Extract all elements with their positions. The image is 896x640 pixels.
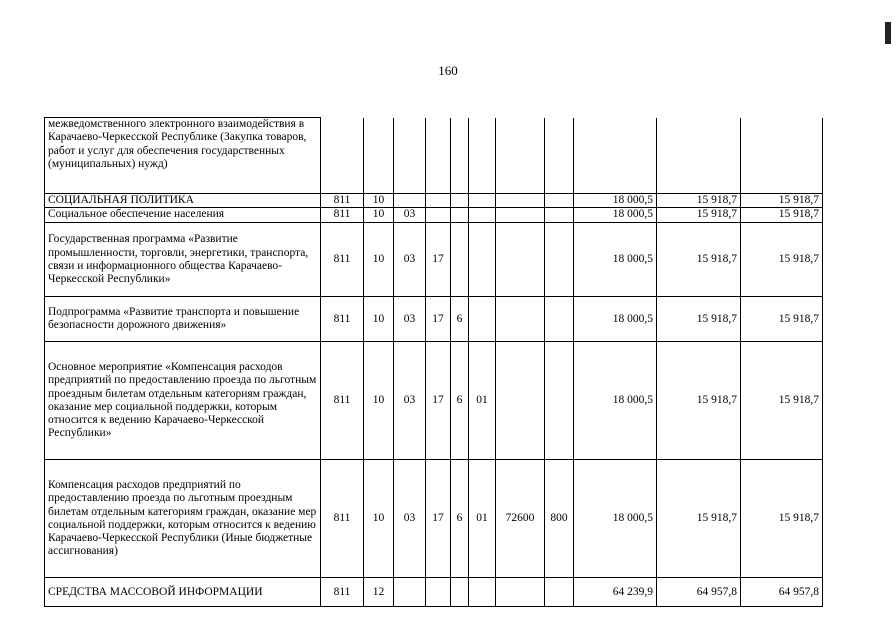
cell-subprogram <box>451 578 469 607</box>
cell-amount-3: 15 918,7 <box>741 460 823 578</box>
cell-pr <box>394 194 426 208</box>
budget-table <box>44 117 823 607</box>
cell-pr: 03 <box>394 342 426 460</box>
cell-amount-1: 18 000,5 <box>574 342 657 460</box>
cell-direction <box>496 194 545 208</box>
cell-amount-3: 15 918,7 <box>741 208 823 223</box>
cell-event <box>469 208 496 223</box>
cell-rz: 10 <box>364 460 394 578</box>
cell-pr: 03 <box>394 208 426 223</box>
cell-program: 17 <box>426 460 451 578</box>
cell-amount-1 <box>574 118 657 194</box>
cell-vr <box>545 578 574 607</box>
scan-edge-mark <box>885 22 891 44</box>
cell-event: 01 <box>469 460 496 578</box>
cell-direction: 72600 <box>496 460 545 578</box>
row-name: межведомственного электронного взаимодействия в Карачаево-Черкесской Республике (Закупка товаров, работ и услуг для обеспечения государственных (муниципальных) нужд) <box>45 118 321 194</box>
cell-rz: 10 <box>364 223 394 297</box>
page-number: 160 <box>438 63 458 78</box>
table-row <box>45 194 823 208</box>
cell-direction <box>496 297 545 342</box>
cell-direction <box>496 118 545 194</box>
cell-amount-2: 15 918,7 <box>657 342 741 460</box>
cell-amount-1: 18 000,5 <box>574 194 657 208</box>
cell-amount-2: 15 918,7 <box>657 297 741 342</box>
cell-vr <box>545 118 574 194</box>
cell-ved: 811 <box>321 223 364 297</box>
row-name: Подпрограмма «Развитие транспорта и повышение безопасности дорожного движения» <box>45 297 321 342</box>
cell-amount-2: 15 918,7 <box>657 194 741 208</box>
cell-program: 17 <box>426 342 451 460</box>
cell-rz: 12 <box>364 578 394 607</box>
cell-direction <box>496 223 545 297</box>
row-name: СОЦИАЛЬНАЯ ПОЛИТИКА <box>45 194 321 208</box>
cell-subprogram <box>451 223 469 297</box>
cell-direction <box>496 342 545 460</box>
cell-program: 17 <box>426 297 451 342</box>
cell-program: 17 <box>426 223 451 297</box>
cell-amount-1: 18 000,5 <box>574 223 657 297</box>
table-row <box>45 208 823 223</box>
cell-vr <box>545 194 574 208</box>
cell-amount-2 <box>657 118 741 194</box>
cell-ved <box>321 118 364 194</box>
cell-event <box>469 223 496 297</box>
cell-ved: 811 <box>321 578 364 607</box>
cell-vr <box>545 297 574 342</box>
cell-rz: 10 <box>364 194 394 208</box>
cell-direction <box>496 208 545 223</box>
cell-ved: 811 <box>321 208 364 223</box>
cell-amount-1: 18 000,5 <box>574 460 657 578</box>
cell-event <box>469 194 496 208</box>
cell-amount-3: 15 918,7 <box>741 194 823 208</box>
cell-subprogram: 6 <box>451 297 469 342</box>
cell-amount-2: 15 918,7 <box>657 223 741 297</box>
cell-amount-3: 15 918,7 <box>741 297 823 342</box>
cell-rz: 10 <box>364 342 394 460</box>
cell-subprogram <box>451 194 469 208</box>
cell-program <box>426 578 451 607</box>
cell-program <box>426 208 451 223</box>
cell-amount-3 <box>741 118 823 194</box>
row-name: Государственная программа «Развитие промышленности, торговли, энергетики, транспорта, связи и информационного общества Карачаево-Черкесской Республики» <box>45 223 321 297</box>
table-row <box>45 460 823 578</box>
cell-amount-3: 15 918,7 <box>741 223 823 297</box>
cell-vr <box>545 223 574 297</box>
cell-ved: 811 <box>321 297 364 342</box>
cell-amount-3: 64 957,8 <box>741 578 823 607</box>
table-row <box>45 342 823 460</box>
table-row <box>45 223 823 297</box>
cell-pr: 03 <box>394 460 426 578</box>
row-name: СРЕДСТВА МАССОВОЙ ИНФОРМАЦИИ <box>45 578 321 607</box>
cell-subprogram <box>451 208 469 223</box>
cell-program <box>426 194 451 208</box>
cell-direction <box>496 578 545 607</box>
cell-pr <box>394 578 426 607</box>
cell-rz: 10 <box>364 208 394 223</box>
cell-vr <box>545 208 574 223</box>
cell-rz <box>364 118 394 194</box>
row-name: Социальное обеспечение населения <box>45 208 321 223</box>
cell-event <box>469 578 496 607</box>
cell-amount-2: 15 918,7 <box>657 460 741 578</box>
table-row <box>45 118 823 194</box>
cell-ved: 811 <box>321 342 364 460</box>
cell-ved: 811 <box>321 194 364 208</box>
table-row <box>45 578 823 607</box>
cell-event: 01 <box>469 342 496 460</box>
cell-event <box>469 118 496 194</box>
cell-event <box>469 297 496 342</box>
cell-subprogram: 6 <box>451 460 469 578</box>
cell-amount-2: 15 918,7 <box>657 208 741 223</box>
cell-pr: 03 <box>394 297 426 342</box>
cell-program <box>426 118 451 194</box>
cell-vr: 800 <box>545 460 574 578</box>
cell-amount-3: 15 918,7 <box>741 342 823 460</box>
row-name: Компенсация расходов предприятий по предоставлению проезда по льготным проездным билетам отдельным категориям граждан, оказание мер социальной поддержки, которым относится к ведению Карачаево-Черкесской Республики (Иные бюджетные ассигнования) <box>45 460 321 578</box>
cell-amount-1: 18 000,5 <box>574 208 657 223</box>
cell-vr <box>545 342 574 460</box>
cell-pr: 03 <box>394 223 426 297</box>
cell-amount-2: 64 957,8 <box>657 578 741 607</box>
cell-pr <box>394 118 426 194</box>
cell-rz: 10 <box>364 297 394 342</box>
cell-amount-1: 64 239,9 <box>574 578 657 607</box>
cell-subprogram: 6 <box>451 342 469 460</box>
cell-ved: 811 <box>321 460 364 578</box>
cell-amount-1: 18 000,5 <box>574 297 657 342</box>
cell-subprogram <box>451 118 469 194</box>
table-row <box>45 297 823 342</box>
row-name: Основное мероприятие «Компенсация расходов предприятий по предоставлению проезда по льготным проездным билетам отдельным категориям граждан, оказание мер социальной поддержки, которым относится к ведению Карачаево-Черкесской Республики» <box>45 342 321 460</box>
